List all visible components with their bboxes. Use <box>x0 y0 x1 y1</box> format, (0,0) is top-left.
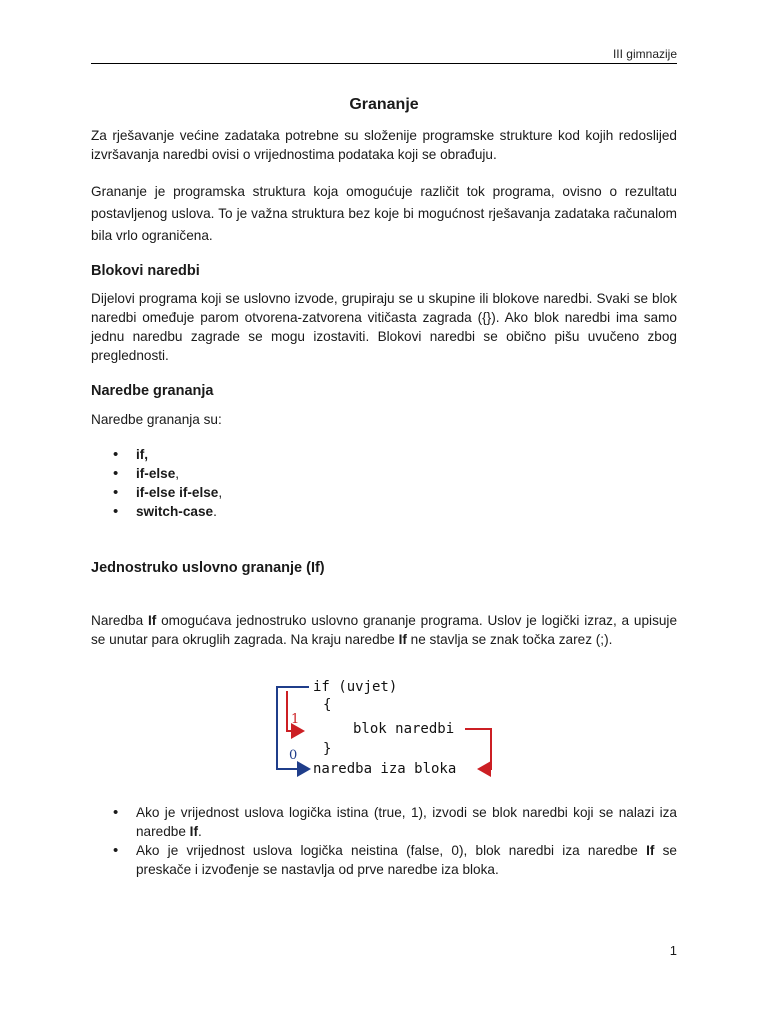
list-item <box>113 841 677 879</box>
note-text-a: Ako je vrijednost uslova logička neistina (false, 0), blok naredbi iza naredbe <box>136 843 647 858</box>
naredbe-intro: Naredbe grananja su: <box>91 412 222 427</box>
intro-paragraph-2: Grananje je programska struktura koja omogućuje različit tok programa, ovisno o rezultatu postavljenog uslova. To je važna struktura bez koje bi mogućnost rješavanja zadataka računalom bila vrlo ograničena. <box>91 184 677 243</box>
blokovi-paragraph: Dijelovi programa koji se uslovno izvode, grupiraju se u skupine ili blokove naredbi. Svaki se blok naredbi omeđuje parom otvorena-zatvorena vitičasta zagrada ({}). Ako blok naredbi ima samo jednu naredbu zagrade se mogu izostaviti. Blokovi naredbi se obično pišu uvučeno zbog preglednosti. <box>91 291 677 363</box>
if-keyword: If <box>398 632 407 647</box>
header-rule <box>91 63 677 64</box>
note-text-a: Ako je vrijednost uslova logička istina (true, 1), izvodi se blok naredbi koji se nalazi iza naredbe <box>136 805 677 839</box>
intro-paragraph-1: Za rješavanje većine zadataka potrebne su složenije programske strukture kod kojih redoslijed izvršavanja naredbi ovisi o vrijednostima podataka koji se obrađuju. <box>91 128 677 162</box>
if-text-c: ne stavlja se znak točka zarez (;). <box>406 632 613 647</box>
page-number: 1 <box>669 943 677 958</box>
list-item-tail: , <box>218 485 223 500</box>
list-item-tail: . <box>213 504 217 519</box>
list-item-keyword: if, <box>136 447 149 462</box>
code-if-line: if (uvjet) <box>313 679 398 695</box>
if-description-paragraph <box>91 611 677 649</box>
list-item-tail: , <box>175 466 180 481</box>
heading-blokovi: Blokovi naredbi <box>91 263 200 279</box>
note-text-b: se preskače i izvođenje se nastavlja od prve naredbe iza bloka. <box>136 843 677 877</box>
note-text-b: . <box>197 824 202 839</box>
list-item <box>113 502 677 521</box>
code-block-line: blok naredbi <box>353 721 455 737</box>
list-item <box>113 445 677 464</box>
code-next-statement: naredba iza bloka <box>313 761 457 777</box>
list-item <box>113 464 677 483</box>
list-item-keyword: if-else if-else <box>136 485 219 500</box>
heading-jednostruko: Jednostruko uslovno grananje (If) <box>91 560 325 576</box>
list-item <box>113 803 677 841</box>
code-open-brace: { <box>323 697 332 713</box>
if-text-a: Naredba <box>91 613 148 628</box>
note-keyword: If <box>189 824 198 839</box>
if-notes-list <box>91 803 677 879</box>
false-label: 0 <box>289 748 298 763</box>
list-item-keyword: switch-case <box>136 504 214 519</box>
true-label: 1 <box>291 712 300 727</box>
list-item-keyword: if-else <box>136 466 176 481</box>
page-title: Grananje <box>349 96 419 113</box>
block-exit-arrow <box>465 729 491 769</box>
page-content <box>91 94 677 879</box>
heading-naredbe-grananja: Naredbe grananja <box>91 383 214 399</box>
list-item <box>113 483 677 502</box>
branch-statement-list <box>91 445 677 521</box>
if-text-b: omogućava jednostruko uslovno grananje programa. Uslov je logički izraz, a upisuje se unutar para okruglih zagrada. Na kraju naredbe <box>91 613 678 647</box>
if-keyword: If <box>147 613 157 628</box>
note-keyword: If <box>646 843 655 858</box>
if-flow-diagram <box>269 677 501 777</box>
running-header: III gimnazije <box>612 47 677 61</box>
code-close-brace: } <box>323 741 332 757</box>
